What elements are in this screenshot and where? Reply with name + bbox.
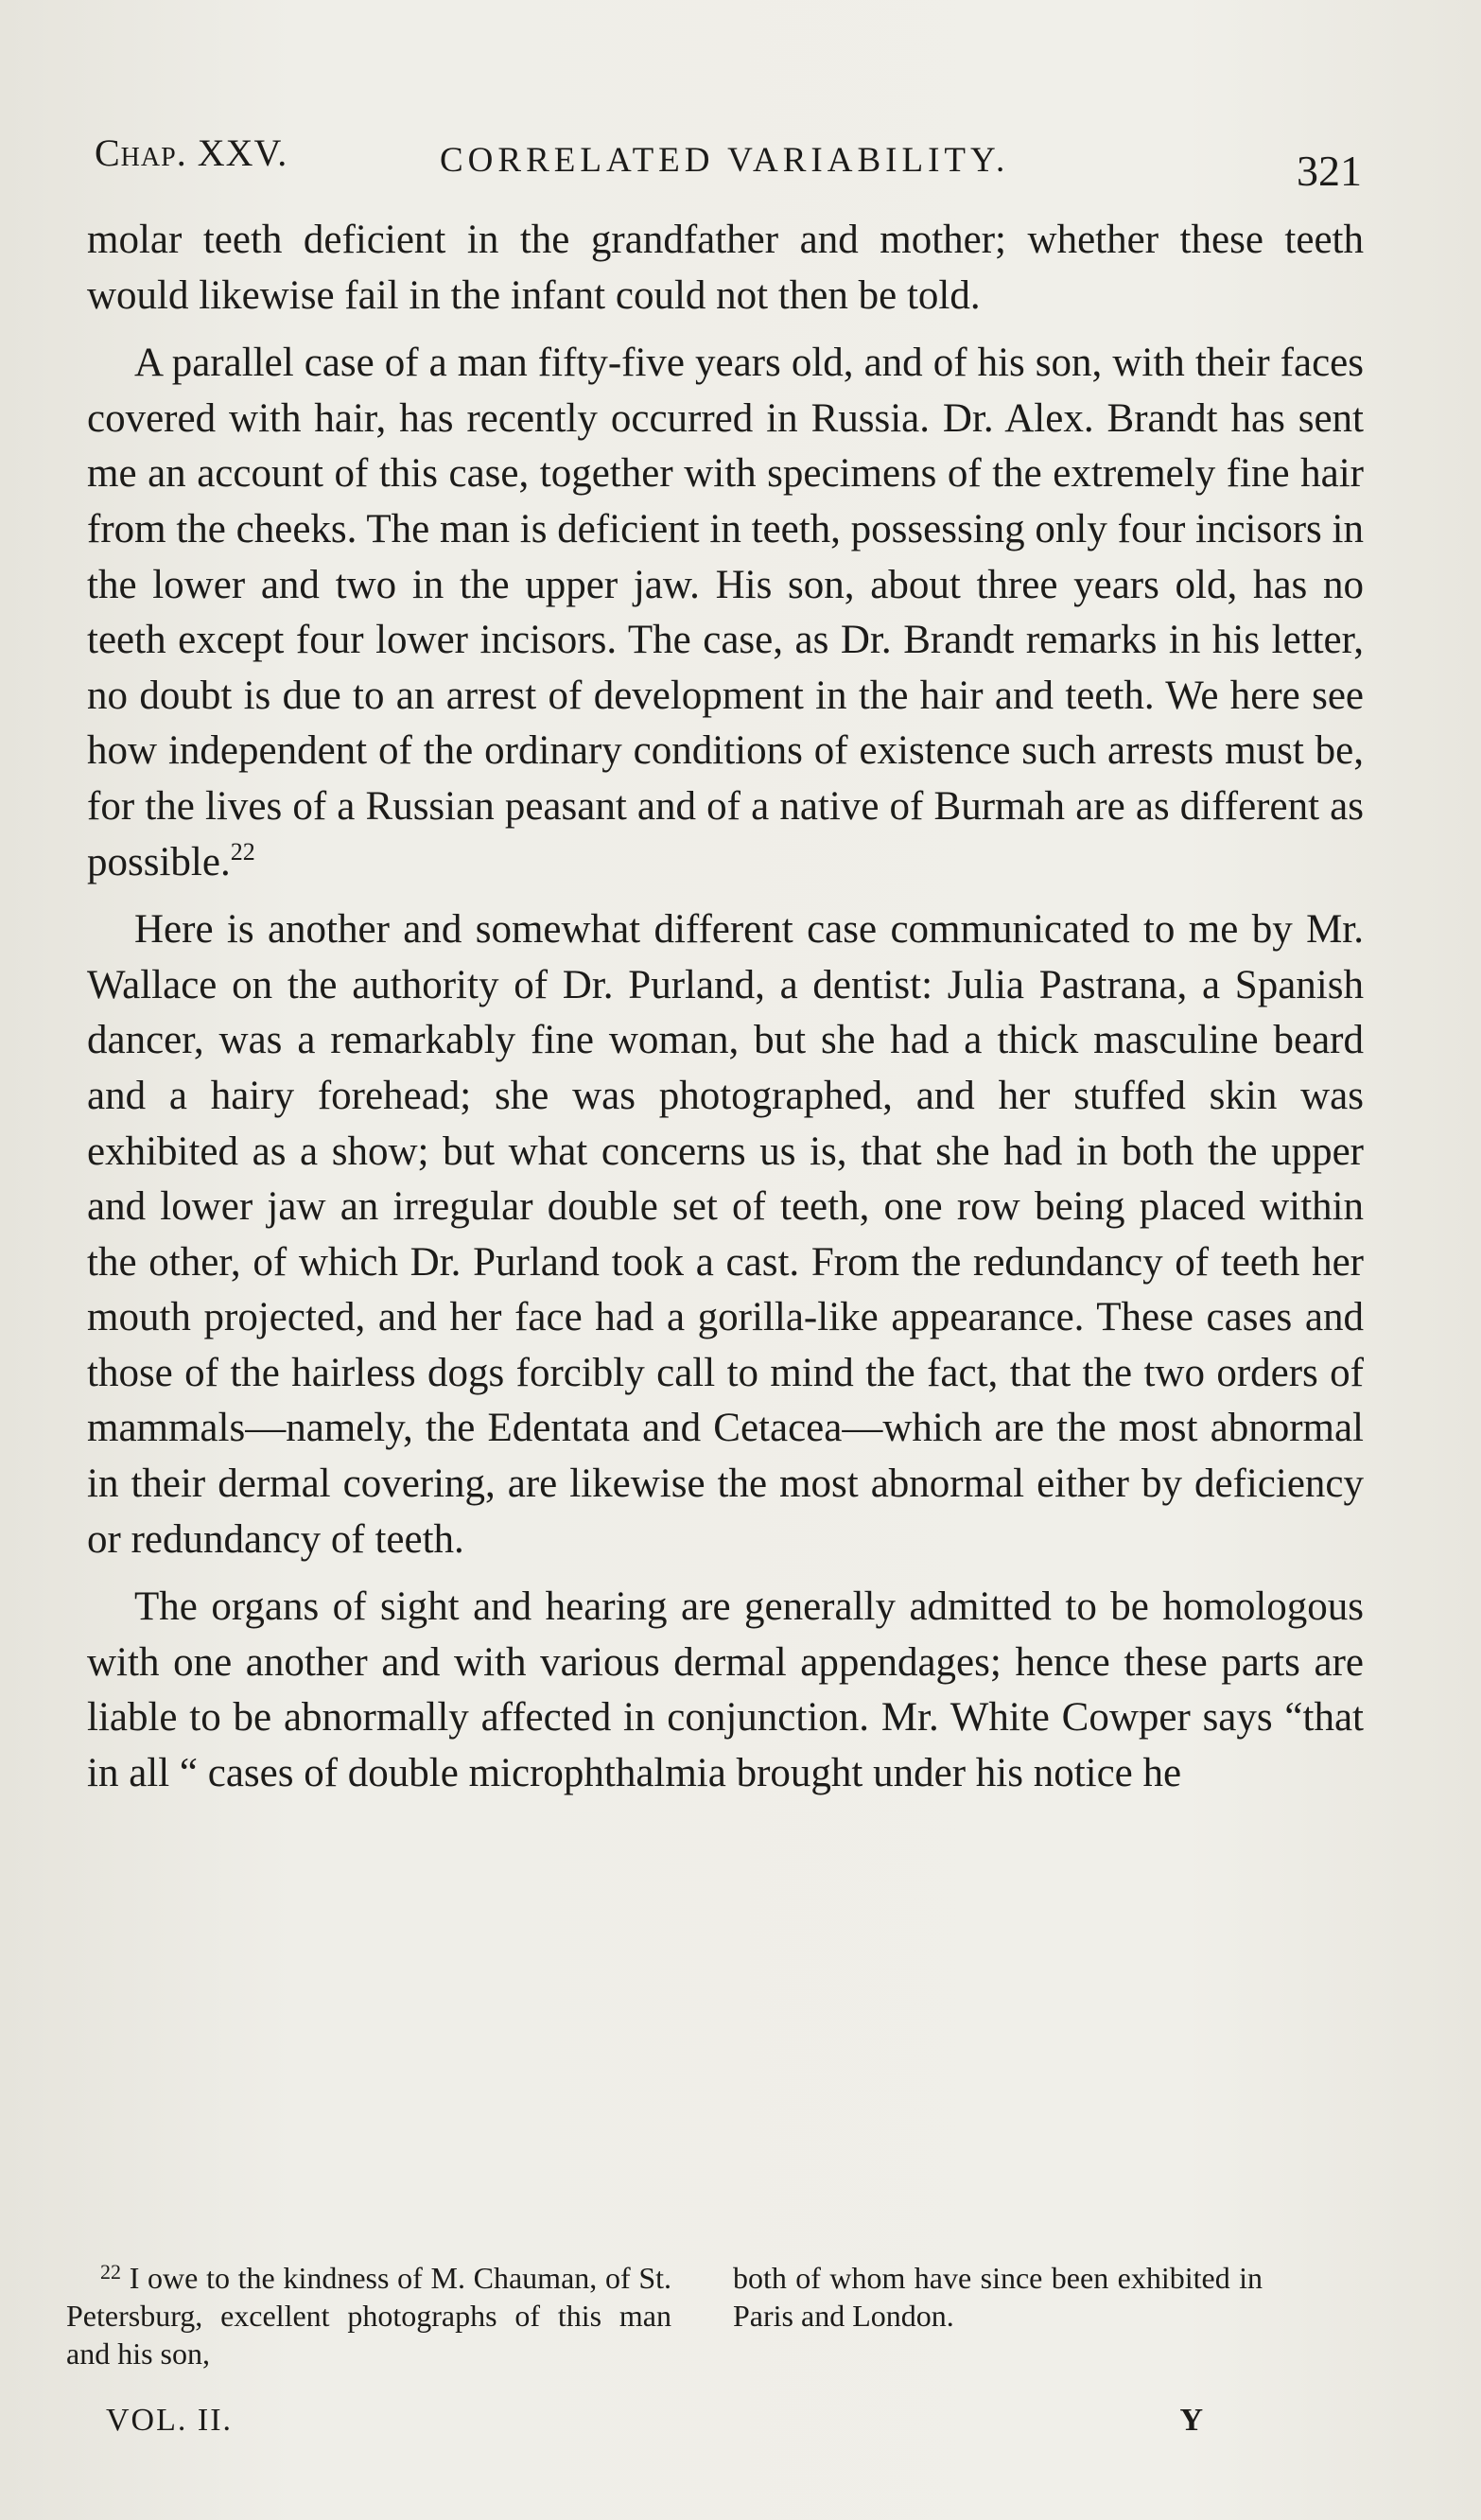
paragraph-sight-hearing: The organs of sight and hearing are generally admitted to be homologous with one another and with various dermal appendages; hence these parts are liable to be abnormally affected in conjunction. Mr. White Cowper says “that in all “ cases of double microphthalmia brought under his notice he bbox=[87, 1584, 1364, 1796]
paragraph-pastrana-case: Here is another and somewhat different case communicated to me by Mr. Wallace on the authority of Dr. Purland, a dentist: Julia Pastrana, a Spanish dancer, was a remarkably fine woman, but she had a thick masculine beard and a hairy forehead; she was photographed, and her stuffed skin was exhibited as a show; but what concerns us is, that she had in both the upper and lower jaw an irregular double set of teeth, one row being placed within the other, of which Dr. Purland took a cast. From the redundancy of teeth her mouth projected, and her face had a gorilla-like appearance. These cases and those of the hairless dogs forcibly call to mind the fact, that the two orders of mammals—namely, the Edentata and Cetacea—which are the most abnormal in their dermal covering, are likewise the most abnormal either by deficiency or redundancy of teeth. bbox=[87, 907, 1364, 1562]
footnote-left-column bbox=[66, 2259, 671, 2372]
signature-mark: Y bbox=[1179, 2403, 1203, 2438]
paragraph-russia-text: A parallel case of a man fifty-five years old, and of his son, with their faces covered with hair, has recently occurred in Russia. Dr. Alex. Brandt has sent me an account of this case, together with specimens of the extremely fine hair from the cheeks. The man is deficient in teeth, possessing only four incisors in the lower and two in the upper jaw. His son, about three years old, has no teeth except four lower incisors. The case, as Dr. Brandt remarks in his letter, no doubt is due to an arrest of development in the hair and teeth. We here see how independent of the ordinary conditions of existence such arrests must be, for the lives of a Russian peasant and of a native of Burmah are as different as possible. bbox=[87, 341, 1364, 884]
page-number: 321 bbox=[1297, 147, 1362, 195]
chapter-label: Chap. XXV. bbox=[95, 131, 288, 174]
footnote-right-column: both of whom have since been exhibited in Paris and London. bbox=[733, 2261, 1263, 2333]
body-text bbox=[87, 213, 1364, 1814]
footnote-left-text: I owe to the kindness of M. Chauman, of St. Petersburg, excellent photographs of this man and his son, bbox=[66, 2261, 672, 2371]
footnote-mark: 22 bbox=[100, 2260, 121, 2284]
running-head bbox=[95, 121, 1362, 195]
running-title: CORRELATED VARIABILITY. bbox=[440, 141, 1010, 180]
paragraph-russia-case bbox=[87, 336, 1364, 890]
paragraph-continuation: molar teeth deficient in the grandfather and mother; whether these teeth would likewise fail in the infant could not then be told. bbox=[87, 218, 1364, 318]
footnote-reference: 22 bbox=[230, 837, 255, 866]
volume-label: VOL. II. bbox=[106, 2403, 234, 2438]
page-footer bbox=[106, 2403, 1203, 2450]
